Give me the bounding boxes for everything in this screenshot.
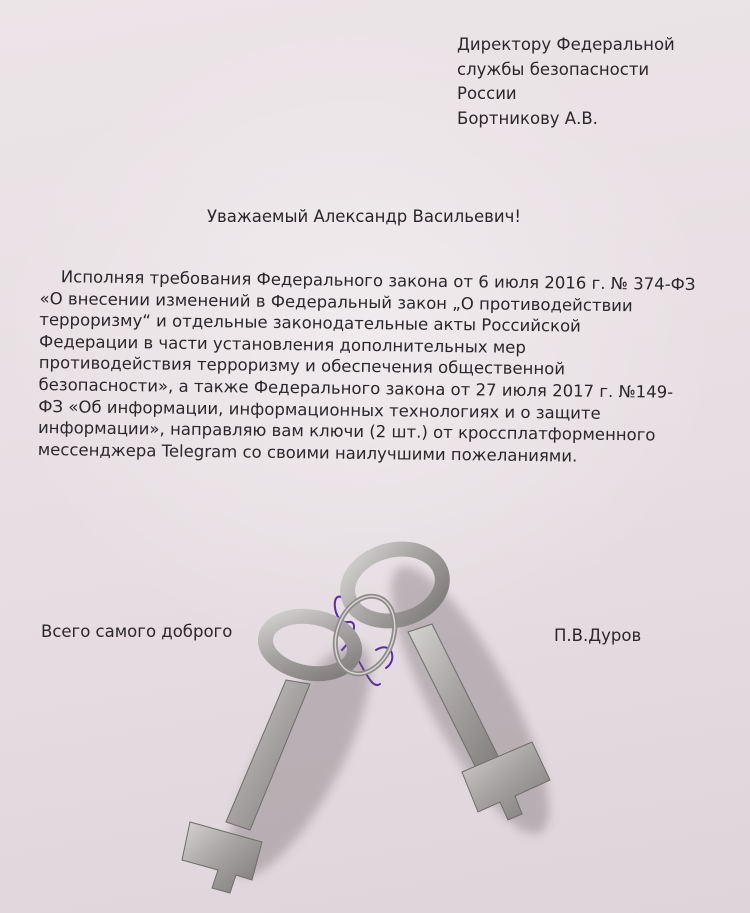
body-line: безопасности», а также Федерального закона от 27 июля 2017 г. №149- xyxy=(38,374,674,402)
addressee-line: службы безопасности xyxy=(457,59,650,79)
body-line: противодействия терроризму и обеспечения общественной xyxy=(38,353,566,379)
body-line: Исполняя требования Федерального закона от 6 июля 2016 г. № 374-ФЗ xyxy=(60,267,696,295)
addressee-line: Бортникову А.В. xyxy=(457,108,598,128)
signer-name: П.В.Дуров xyxy=(554,626,642,645)
body-line: информации», направляю вам ключи (2 шт.) от кроссплатформенного xyxy=(37,418,656,445)
salutation: Уважаемый Александр Васильевич! xyxy=(207,207,521,226)
body-line: Федерации в части установления дополнительных мер xyxy=(38,331,526,357)
body-line: терроризму“ и отдельные законодательные акты Российской xyxy=(39,310,581,336)
right-key xyxy=(340,539,550,820)
body-line: ФЗ «Об информации, информационных технологиях и о защите xyxy=(38,396,601,423)
addressee-line: России xyxy=(457,84,517,103)
body-line: мессенджера Telegram со своими наилучшими пожеланиями. xyxy=(37,439,578,466)
closing-phrase: Всего самого доброго xyxy=(41,622,233,641)
addressee-line: Директору Федеральной xyxy=(457,35,675,54)
body-line: «О внесении изменений в Федеральный закон „О противодействии xyxy=(39,288,633,315)
